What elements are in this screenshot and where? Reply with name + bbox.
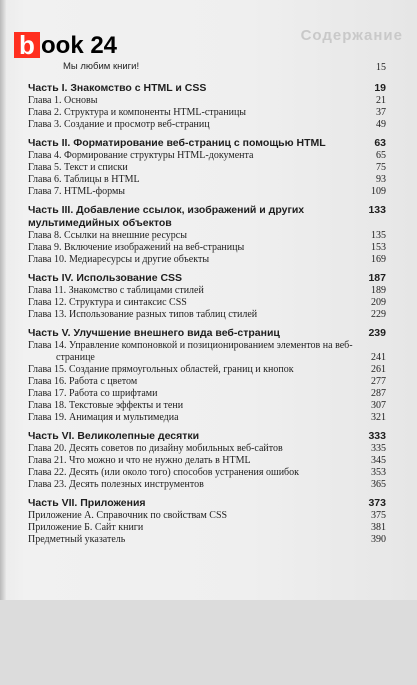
toc-chapter-title: Глава 20. Десять советов по дизайну мобильных веб-сайтов bbox=[28, 443, 283, 454]
toc-chapter-row[interactable] bbox=[28, 400, 386, 412]
toc-chapter-row[interactable] bbox=[28, 186, 386, 198]
toc-part-row[interactable] bbox=[28, 137, 386, 150]
toc-chapter-row[interactable] bbox=[28, 95, 386, 107]
toc-chapter-row[interactable] bbox=[28, 254, 386, 266]
toc-page-number: 15 bbox=[376, 62, 386, 73]
toc-page-number: 133 bbox=[368, 204, 386, 216]
toc-chapter-title: Глава 15. Создание прямоугольных областей, границ и кнопок bbox=[28, 364, 294, 375]
toc-chapter-title: Глава 18. Текстовые эффекты и тени bbox=[28, 400, 184, 411]
toc-part-row[interactable] bbox=[28, 327, 386, 340]
toc-chapter-row[interactable] bbox=[28, 443, 386, 455]
toc-page-number: 49 bbox=[376, 119, 386, 130]
toc-chapter-title: Приложение А. Справочник по свойствам CSS bbox=[28, 510, 228, 521]
toc-page-number: 373 bbox=[368, 497, 386, 509]
toc-chapter-row[interactable] bbox=[28, 285, 386, 297]
toc-page-number: 333 bbox=[368, 430, 386, 442]
toc-page-number: 353 bbox=[371, 467, 386, 478]
toc-chapter-title: Глава 17. Работа со шрифтами bbox=[28, 388, 158, 399]
toc-page-number: 209 bbox=[371, 297, 386, 308]
toc-page-number: 169 bbox=[371, 254, 386, 265]
toc-chapter-row[interactable] bbox=[28, 150, 386, 162]
toc-chapter-title: Глава 16. Работа с цветом bbox=[28, 376, 138, 387]
toc-page-number: 189 bbox=[371, 285, 386, 296]
toc-chapter-title: Глава 1. Основы bbox=[28, 95, 98, 106]
toc-page-number: 375 bbox=[371, 510, 386, 521]
toc-page-number: 365 bbox=[371, 479, 386, 490]
page-spine-shadow bbox=[0, 0, 6, 600]
toc-page-number: 187 bbox=[368, 272, 386, 284]
toc-page-number: 321 bbox=[371, 412, 386, 423]
toc-intro-row bbox=[28, 62, 386, 76]
ghost-heading: Содержание bbox=[300, 27, 403, 44]
toc-part-title: Часть VI. Великолепные десятки bbox=[28, 430, 200, 442]
logo-tagline: Мы любим книги! bbox=[63, 61, 140, 72]
book24-logo[interactable] bbox=[14, 32, 117, 58]
toc-part-title: Часть III. Добавление ссылок, изображений и других мультимедийных объектов bbox=[28, 204, 305, 229]
toc-chapter-title: Глава 14. Управление компоновкой и позиционированием элементов на веб-странице bbox=[28, 340, 353, 363]
toc-chapter-title: Глава 7. HTML-формы bbox=[28, 186, 126, 197]
toc-part-title: Часть IV. Использование CSS bbox=[28, 272, 183, 284]
toc-page-number: 19 bbox=[374, 82, 386, 94]
toc-chapter-row[interactable] bbox=[28, 364, 386, 376]
toc-chapter-row[interactable] bbox=[28, 297, 386, 309]
table-of-contents bbox=[28, 62, 386, 546]
toc-chapter-row[interactable] bbox=[28, 119, 386, 131]
toc-page-number: 21 bbox=[376, 95, 386, 106]
toc-chapter-row[interactable] bbox=[28, 479, 386, 491]
toc-page-number: 109 bbox=[371, 186, 386, 197]
toc-chapter-row[interactable] bbox=[28, 162, 386, 174]
toc-chapter-title: Глава 22. Десять (или около того) способов устранения ошибок bbox=[28, 467, 299, 478]
toc-chapter-title: Глава 8. Ссылки на внешние ресурсы bbox=[28, 230, 187, 241]
toc-part-title: Часть II. Форматирование веб-страниц с помощью HTML bbox=[28, 137, 326, 149]
toc-chapter-row[interactable] bbox=[28, 174, 386, 186]
toc-chapter-title: Предметный указатель bbox=[28, 534, 126, 545]
toc-page-number: 63 bbox=[374, 137, 386, 149]
logo-text: ook 24 bbox=[41, 32, 118, 59]
toc-part-row[interactable] bbox=[28, 430, 386, 443]
toc-part-title: Часть VII. Приложения bbox=[28, 497, 146, 509]
toc-part-title: Часть V. Улучшение внешнего вида веб-страниц bbox=[28, 327, 280, 339]
toc-chapter-row[interactable] bbox=[28, 510, 386, 522]
toc-chapter-title: Глава 12. Структура и синтаксис CSS bbox=[28, 297, 187, 308]
toc-page-number: 135 bbox=[371, 230, 386, 241]
toc-chapter-row[interactable] bbox=[28, 534, 386, 546]
toc-part-title: Часть I. Знакомство с HTML и CSS bbox=[28, 82, 207, 94]
toc-chapter-title: Глава 3. Создание и просмотр веб-страниц bbox=[28, 119, 210, 130]
toc-chapter-title: Глава 13. Использование разных типов таблиц стилей bbox=[28, 309, 258, 320]
toc-chapter-row[interactable] bbox=[28, 340, 386, 364]
toc-page-number: 390 bbox=[371, 534, 386, 545]
toc-page-number: 345 bbox=[371, 455, 386, 466]
toc-chapter-title: Глава 2. Структура и компоненты HTML-страницы bbox=[28, 107, 247, 118]
toc-chapter-row[interactable] bbox=[28, 455, 386, 467]
toc-page-number: 335 bbox=[371, 443, 386, 454]
toc-chapter-title: Глава 5. Текст и списки bbox=[28, 162, 128, 173]
toc-page-number: 37 bbox=[376, 107, 386, 118]
toc-chapter-title: Глава 9. Включение изображений на веб-страницы bbox=[28, 242, 245, 253]
toc-page-number: 153 bbox=[371, 242, 386, 253]
toc-chapter-title: Глава 4. Формирование структуры HTML-документа bbox=[28, 150, 254, 161]
toc-page-number: 239 bbox=[368, 327, 386, 339]
toc-page-number: 381 bbox=[371, 522, 386, 533]
toc-page-number: 93 bbox=[376, 174, 386, 185]
toc-page-number: 277 bbox=[371, 376, 386, 387]
toc-chapter-row[interactable] bbox=[28, 107, 386, 119]
toc-chapter-row[interactable] bbox=[28, 376, 386, 388]
toc-page-number: 75 bbox=[376, 162, 386, 173]
logo-b-icon: b bbox=[14, 32, 40, 58]
toc-chapter-title: Глава 6. Таблицы в HTML bbox=[28, 174, 140, 185]
toc-part-row[interactable] bbox=[28, 272, 386, 285]
toc-part-row[interactable] bbox=[28, 497, 386, 510]
toc-chapter-row[interactable] bbox=[28, 242, 386, 254]
toc-chapter-title: Глава 11. Знакомство с таблицами стилей bbox=[28, 285, 204, 296]
toc-page-number: 229 bbox=[371, 309, 386, 320]
toc-part-row[interactable] bbox=[28, 82, 386, 95]
toc-page-number: 65 bbox=[376, 150, 386, 161]
toc-chapter-title: Глава 19. Анимация и мультимедиа bbox=[28, 412, 179, 423]
toc-page-number: 261 bbox=[371, 364, 386, 375]
toc-chapter-row[interactable] bbox=[28, 467, 386, 479]
scan-background bbox=[0, 600, 417, 685]
toc-chapter-title: Глава 21. Что можно и что не нужно делать в HTML bbox=[28, 455, 251, 466]
toc-chapter-row[interactable] bbox=[28, 412, 386, 424]
toc-chapter-title: Глава 10. Медиаресурсы и другие объекты bbox=[28, 254, 210, 265]
toc-chapter-row[interactable] bbox=[28, 230, 386, 242]
toc-chapter-title: Глава 23. Десять полезных инструментов bbox=[28, 479, 204, 490]
toc-part-row[interactable] bbox=[28, 204, 386, 230]
toc-chapter-row[interactable] bbox=[28, 522, 386, 534]
toc-chapter-title: Приложение Б. Сайт книги bbox=[28, 522, 144, 533]
toc-page-number: 307 bbox=[371, 400, 386, 411]
toc-chapter-row[interactable] bbox=[28, 309, 386, 321]
toc-chapter-row[interactable] bbox=[28, 388, 386, 400]
toc-page-number: 287 bbox=[371, 388, 386, 399]
toc-page-number: 241 bbox=[371, 352, 386, 363]
